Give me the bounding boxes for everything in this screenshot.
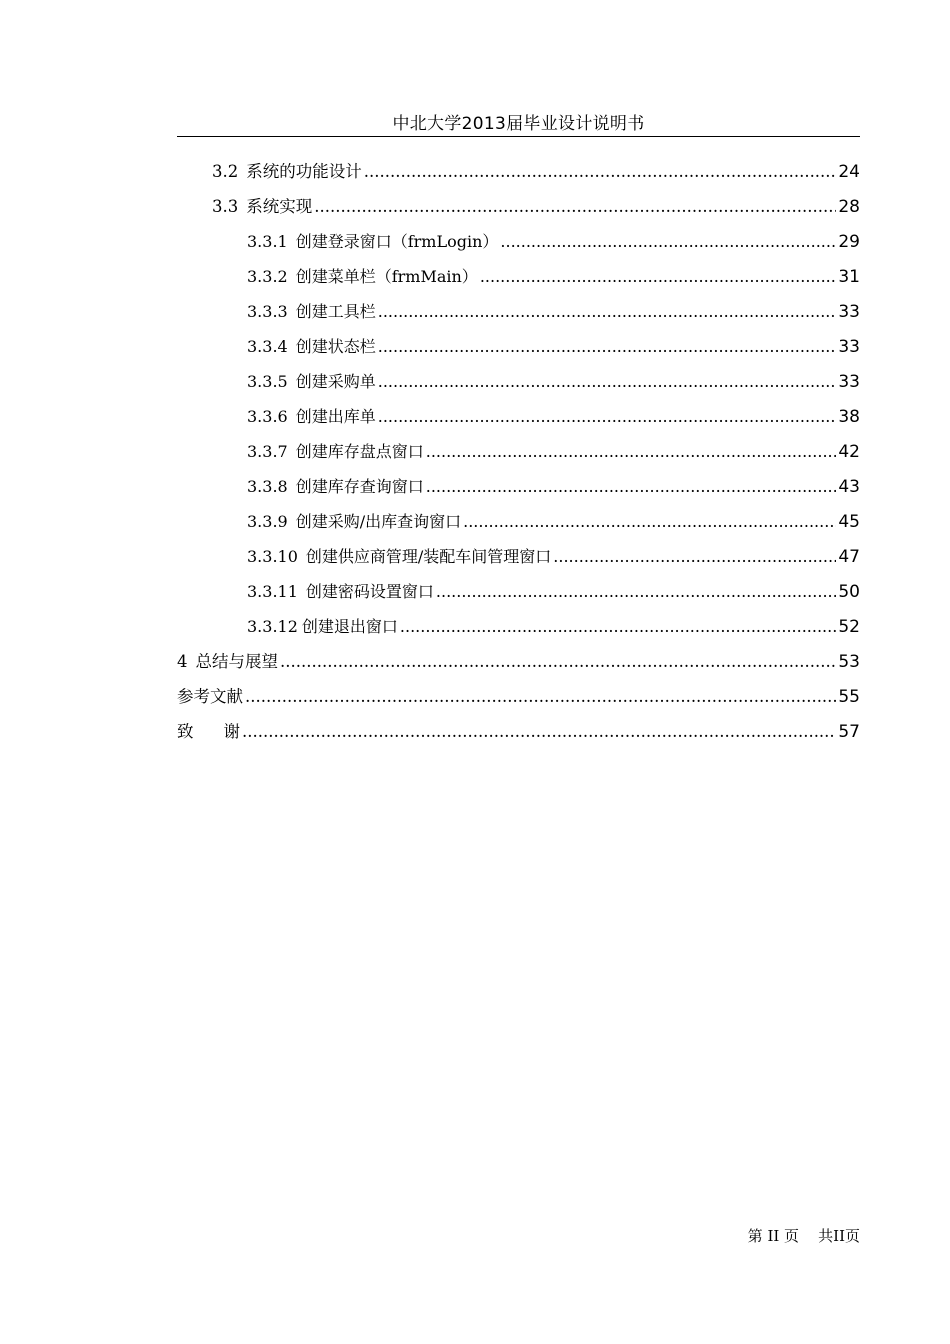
toc-entry[interactable] bbox=[177, 434, 860, 469]
toc-entry-page: 31 bbox=[838, 267, 860, 287]
toc-entry-number: 3.3.12 bbox=[247, 617, 298, 636]
toc-entry-title: 创建登录窗口（frmLogin） bbox=[295, 232, 499, 251]
toc-dot-leader bbox=[500, 224, 836, 259]
toc-entry-title: 创建退出窗口 bbox=[301, 617, 398, 636]
toc-entry-number: 3.3.10 bbox=[247, 547, 298, 566]
toc-entry-title: 创建库存查询窗口 bbox=[295, 477, 424, 496]
toc-entry-page: 38 bbox=[838, 407, 860, 427]
toc-entry-title: 参考文献 bbox=[177, 687, 243, 706]
toc-entry-number: 3.3.11 bbox=[247, 582, 298, 601]
toc-entry-page: 53 bbox=[838, 652, 860, 672]
toc-dot-leader bbox=[242, 714, 836, 749]
toc-entry[interactable] bbox=[177, 364, 860, 399]
footer-total-pages: 共II页 bbox=[818, 1227, 860, 1245]
toc-entry[interactable] bbox=[177, 714, 860, 749]
toc-entry-page: 42 bbox=[838, 442, 860, 462]
toc-dot-leader bbox=[463, 504, 836, 539]
toc-entry[interactable] bbox=[177, 469, 860, 504]
toc-entry-page: 55 bbox=[838, 687, 860, 707]
toc-dot-leader bbox=[378, 399, 837, 434]
toc-entry-page: 52 bbox=[838, 617, 860, 637]
toc-dot-leader bbox=[364, 154, 837, 189]
toc-entry[interactable] bbox=[177, 399, 860, 434]
toc-entry-number: 3.3.9 bbox=[247, 512, 288, 531]
toc-entry-number: 3.3.2 bbox=[247, 267, 288, 286]
toc-entry-number: 3.3.4 bbox=[247, 337, 288, 356]
toc-entry-number: 3.2 bbox=[212, 162, 239, 181]
toc-entry[interactable] bbox=[177, 189, 860, 224]
toc-entry-title: 系统的功能设计 bbox=[246, 162, 362, 181]
toc-entry-title: 创建密码设置窗口 bbox=[305, 582, 434, 601]
toc-entry-title: 创建库存盘点窗口 bbox=[295, 442, 424, 461]
toc-entry-number: 3.3 bbox=[212, 197, 239, 216]
toc-entry-number: 致 bbox=[177, 722, 194, 741]
toc-dot-leader bbox=[426, 469, 837, 504]
toc-entry-page: 24 bbox=[838, 162, 860, 182]
toc-dot-leader bbox=[378, 364, 837, 399]
toc-dot-leader bbox=[480, 259, 837, 294]
toc-entry-title: 系统实现 bbox=[246, 197, 313, 216]
toc-entry-title: 创建菜单栏（frmMain） bbox=[295, 267, 478, 286]
toc-entry[interactable] bbox=[177, 504, 860, 539]
toc-dot-leader bbox=[378, 294, 837, 329]
toc-entry-title: 创建采购/出库查询窗口 bbox=[295, 512, 462, 531]
toc-entry[interactable] bbox=[177, 644, 860, 679]
toc-entry[interactable] bbox=[177, 679, 860, 714]
toc-entry-page: 33 bbox=[838, 337, 860, 357]
toc-entry[interactable] bbox=[177, 574, 860, 609]
toc-entry-number: 3.3.5 bbox=[247, 372, 288, 391]
toc-entry-title: 总结与展望 bbox=[195, 652, 278, 671]
toc-entry-page: 28 bbox=[838, 197, 860, 217]
toc-entry-title: 创建供应商管理/装配车间管理窗口 bbox=[305, 547, 552, 566]
toc-dot-leader bbox=[426, 434, 837, 469]
toc-entry-title: 创建状态栏 bbox=[295, 337, 376, 356]
toc-entry-title: 创建工具栏 bbox=[295, 302, 376, 321]
toc-entry-title: 创建出库单 bbox=[295, 407, 376, 426]
toc-dot-leader bbox=[314, 189, 836, 224]
toc-entry-number: 3.3.6 bbox=[247, 407, 288, 426]
toc-entry-number: 4 bbox=[177, 652, 188, 671]
toc-dot-leader bbox=[400, 609, 836, 644]
toc-dot-leader bbox=[436, 574, 836, 609]
toc-entry-number: 3.3.7 bbox=[247, 442, 288, 461]
header-divider bbox=[177, 136, 860, 137]
toc-entry-number: 3.3.1 bbox=[247, 232, 288, 251]
toc-entry-page: 47 bbox=[838, 547, 860, 567]
toc-entry[interactable] bbox=[177, 539, 860, 574]
toc-entry[interactable] bbox=[177, 329, 860, 364]
toc-entry[interactable] bbox=[177, 154, 860, 189]
toc-entry-page: 50 bbox=[838, 582, 860, 602]
toc-dot-leader bbox=[378, 329, 837, 364]
toc-entry-number: 3.3.3 bbox=[247, 302, 288, 321]
toc-dot-leader bbox=[280, 644, 836, 679]
page-footer bbox=[748, 1226, 860, 1246]
toc-entry[interactable] bbox=[177, 609, 860, 644]
toc-dot-leader bbox=[553, 539, 836, 574]
toc-entry-page: 43 bbox=[838, 477, 860, 497]
toc-entry-page: 33 bbox=[838, 302, 860, 322]
toc-entry-page: 45 bbox=[838, 512, 860, 532]
toc-entry-title: 谢 bbox=[223, 722, 240, 741]
toc-entry-page: 29 bbox=[838, 232, 860, 252]
table-of-contents bbox=[177, 154, 860, 749]
toc-dot-leader bbox=[245, 679, 836, 714]
toc-entry-number: 3.3.8 bbox=[247, 477, 288, 496]
page-header-title: 中北大学2013届毕业设计说明书 bbox=[392, 114, 645, 134]
footer-page-number: 第 II 页 bbox=[747, 1227, 800, 1245]
toc-entry-page: 57 bbox=[838, 722, 860, 742]
toc-entry[interactable] bbox=[177, 294, 860, 329]
toc-entry-page: 33 bbox=[838, 372, 860, 392]
toc-entry[interactable] bbox=[177, 224, 860, 259]
toc-entry[interactable] bbox=[177, 259, 860, 294]
toc-entry-title: 创建采购单 bbox=[295, 372, 376, 391]
